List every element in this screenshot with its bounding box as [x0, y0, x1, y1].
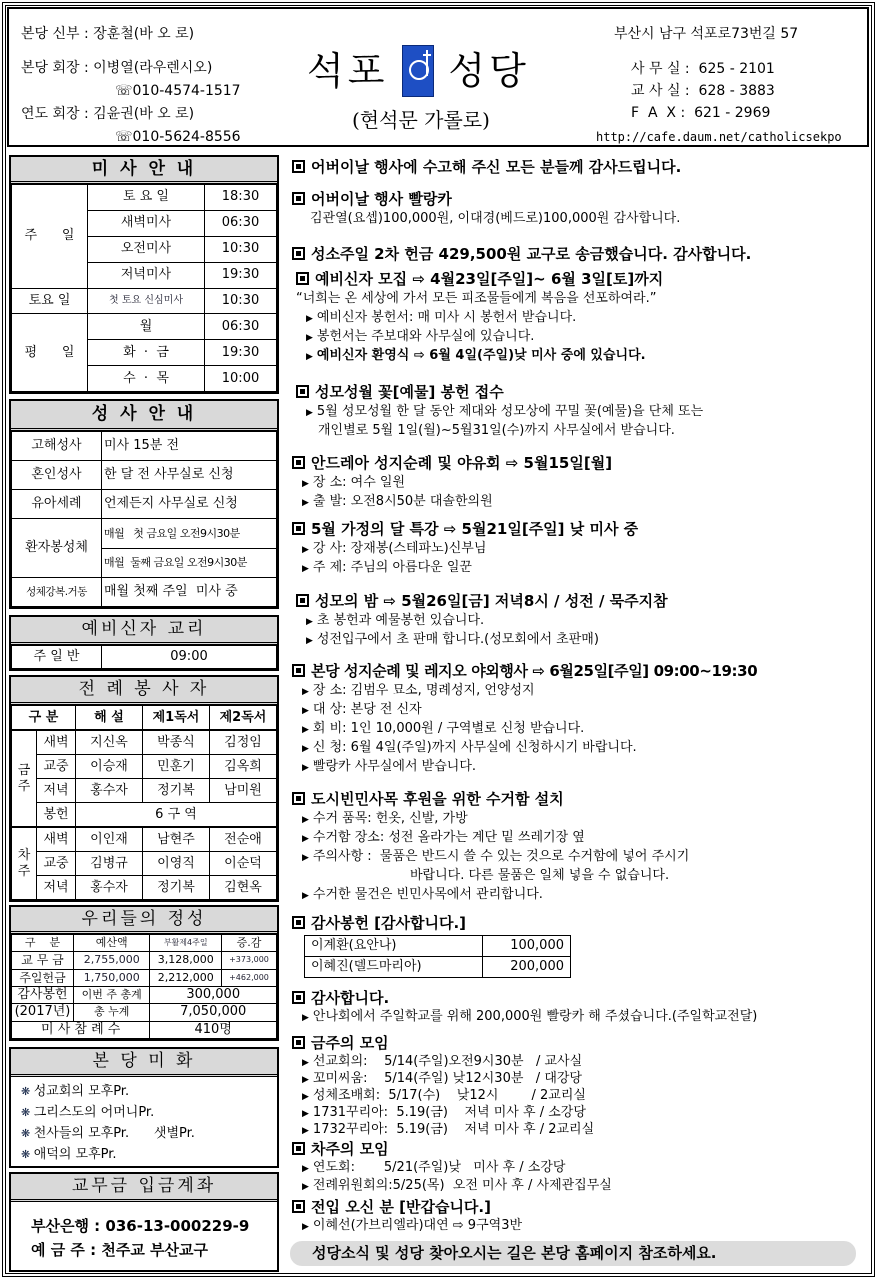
flower-group: 천사들의 모후Pr. 샛별Pr.: [33, 1126, 195, 1141]
news-title: 예비신자 모집 ⇨ 4월23일[주일]~ 6월 3일[토]까지: [315, 270, 664, 288]
mass-schedule: [9, 155, 279, 394]
server: 김옥희: [210, 755, 277, 779]
news-item: [292, 158, 681, 177]
checkbox-square-icon: [292, 792, 305, 805]
checkbox-square-icon: [292, 916, 305, 929]
news-line-text: 전례위원회의:5/25(목) 오전 미사 후 / 사제관집무실: [312, 1178, 612, 1193]
bullet-triangle-icon: ▶: [302, 815, 309, 825]
flower-item: [21, 1144, 277, 1165]
church-name: 석포: [307, 49, 389, 93]
mass-name: 새벽미사: [88, 210, 205, 236]
news-line: [296, 630, 668, 649]
news-line: [292, 681, 757, 700]
bullet-triangle-icon: ▶: [302, 725, 309, 735]
news-item: [292, 790, 689, 904]
sacrament-detail: 매월 첫 금요일 오전9시30분: [102, 519, 277, 548]
catechism-class: 주 일 반: [12, 646, 102, 669]
news-title: 5월 가정의 달 특강 ⇨ 5월21일[주일] 낮 미사 중: [311, 520, 639, 538]
news-item: [292, 190, 680, 228]
mass-name: 토 요 일: [88, 185, 205, 211]
offering-type: 주일헌금: [12, 969, 74, 986]
sacrament-name: 성체강복.거동: [12, 577, 102, 606]
col-header: 예산액: [74, 935, 150, 952]
donor: 이계환(요안나): [305, 936, 483, 957]
server: 박종식: [143, 730, 210, 755]
catechism-time: 09:00: [102, 646, 277, 669]
news-line-text: 주 제: 주님의 아름다운 일꾼: [312, 560, 472, 575]
mass-name: 오전미사: [88, 236, 205, 262]
bullet-triangle-icon: ▶: [306, 617, 313, 627]
news-line-text: 성체조배회: 5/17(수) 낮12시 / 2교리실: [312, 1088, 586, 1103]
thanks-offering-table: [304, 935, 571, 978]
tithe-account: [9, 1172, 279, 1272]
news-line-text: 예비신자 환영식 ⇨ 6월 4일(주일)낮 미사 중에 있습니다.: [316, 348, 646, 363]
mass-slot: 봉헌: [37, 802, 76, 827]
checkbox-square-icon: [296, 594, 309, 607]
col-header: 증.감: [222, 935, 277, 952]
sacrament-detail: 한 달 전 사무실로 신청: [102, 461, 277, 490]
budget: 2,755,000: [74, 952, 150, 969]
news-line-text: 봉헌서는 주보대와 사무실에 있습니다.: [316, 329, 535, 344]
bullet-triangle-icon: ▶: [302, 1092, 309, 1102]
year-label: (2017년): [12, 1004, 74, 1021]
amount: 100,000: [483, 936, 571, 957]
news-title: 성모성월 꽃[예물] 봉헌 접수: [315, 383, 504, 401]
liturgy-title: 전 례 봉 사 자: [11, 677, 277, 705]
office-phone: 사 무 실 : 625 - 2101: [631, 61, 775, 77]
server: 지신옥: [76, 730, 143, 755]
sacrament-detail: 언제든지 사무실로 신청: [102, 490, 277, 519]
col-header: 구 분: [12, 706, 76, 731]
checkbox-square-icon: [292, 192, 305, 205]
news-line: [292, 1053, 594, 1070]
news-line: 바랍니다. 다른 물품은 일체 넣을 수 없습니다.: [410, 868, 670, 883]
mass-time: 19:30: [205, 340, 277, 366]
news-line: [296, 327, 663, 346]
checkbox-square-icon: [292, 1036, 305, 1049]
mass-time: 19:30: [205, 262, 277, 288]
mass-time: 10:00: [205, 366, 277, 392]
bullet-triangle-icon: ▶: [306, 333, 313, 343]
sacrament-name: 환자봉성체: [12, 519, 102, 577]
news-line-text: 안나회에서 주일학교를 위해 200,000원 빨랑카 해 주셨습니다.(주일학교전달): [312, 1009, 758, 1024]
mass-time: 10:30: [205, 288, 277, 314]
flower-group: 그리스도의 어머니Pr.: [33, 1105, 155, 1120]
address: 부산시 남구 석포로73번길 57: [614, 26, 799, 42]
church-patron: (현석문 가롤로): [352, 108, 490, 132]
bullet-triangle-icon: ▶: [306, 408, 313, 418]
sacrament-name: 혼인성사: [12, 461, 102, 490]
cumulative-label: 총 누계: [74, 1004, 150, 1021]
news-item: [292, 520, 638, 577]
news-line: [292, 719, 757, 738]
attendance-label: 미 사 참 례 수: [12, 1021, 150, 1038]
news-title: 감사봉헌 [감사합니다.]: [311, 914, 467, 932]
bullet-triangle-icon: ▶: [302, 1075, 309, 1085]
news-title: 성소주일 2차 헌금 429,500원 교구로 송금했습니다. 감사합니다.: [311, 245, 752, 263]
server: 홍수자: [76, 876, 143, 900]
news-line: [292, 1177, 612, 1195]
week-total-label: 이번 주 총계: [74, 986, 150, 1003]
news-item: [296, 270, 663, 365]
news-line-text: 선교회의: 5/14(주일)오전9시30분 / 교사실: [312, 1054, 583, 1069]
server: 남현주: [143, 827, 210, 852]
mass-slot: 새벽: [37, 730, 76, 755]
bulletin-header: [7, 7, 869, 147]
president: 본당 회장 : 이병열(라우렌시오): [21, 60, 213, 76]
bullet-triangle-icon: ▶: [306, 636, 313, 646]
news-line: [292, 738, 757, 757]
news-line: [292, 1008, 757, 1025]
news-line: [292, 473, 612, 492]
news-line: [292, 1217, 522, 1235]
checkbox-square-icon: [292, 456, 305, 469]
budget: 1,750,000: [74, 969, 150, 986]
news-item: [292, 1034, 594, 1138]
bullet-triangle-icon: ▶: [302, 744, 309, 754]
news-item: [296, 383, 703, 440]
news-line-text: 수거 품목: 헌옷, 신발, 가방: [312, 811, 468, 826]
bullet-triangle-icon: ▶: [302, 687, 309, 697]
saturday-label: 토요 일: [12, 288, 88, 314]
server: 이순덕: [210, 852, 277, 876]
news-item: [292, 454, 612, 511]
news-line: [292, 757, 757, 776]
sacrament-detail: 매월 첫째 주일 미사 중: [102, 577, 277, 606]
bullet-triangle-icon: ▶: [302, 1182, 309, 1192]
yeondo-phone: ☏010-5624-8556: [115, 129, 241, 145]
asterisk-icon: ❋: [21, 1127, 34, 1140]
server: 정기복: [143, 876, 210, 900]
news-line-text: 1732꾸리아: 5.19(금) 저녁 미사 후 / 2교리실: [312, 1122, 595, 1137]
news-line: [296, 308, 663, 327]
news-line-text: 성전입구에서 초 판매 합니다.(성모회에서 초판매): [316, 632, 599, 647]
catechism-info: [9, 615, 279, 671]
news-line: [296, 346, 663, 365]
news-item: [292, 914, 571, 978]
mass-slot: 교중: [37, 852, 76, 876]
news-line: [292, 809, 689, 828]
flower-item: [21, 1081, 277, 1102]
news-line-text: 수거한 물건은 빈민사목에서 관리합니다.: [312, 887, 543, 902]
account-title: 교무금 입금계좌: [11, 1174, 277, 1202]
news-line: [292, 847, 689, 866]
news-item: [292, 662, 757, 776]
bullet-triangle-icon: ▶: [302, 1013, 309, 1023]
news-line: [292, 700, 757, 719]
news-line-text: 장 소: 여수 일원: [312, 475, 406, 490]
homepage-notice: 성당소식 및 성당 찾아오시는 길은 본당 홈페이지 참조하세요.: [290, 1241, 856, 1266]
news-line: 개인별로 5월 1일(월)~5월31일(수)까지 사무실에서 받습니다.: [318, 423, 675, 438]
news-line: [292, 492, 612, 511]
news-line-text: 5월 성모성월 한 달 동안 제대와 성모상에 꾸밀 꽃(예물)을 단체 또는: [316, 404, 704, 419]
col-header: 해 설: [76, 706, 143, 731]
news-title: 차주의 모임: [311, 1140, 389, 1158]
server: 정기복: [143, 779, 210, 803]
offering-report: [9, 905, 279, 1041]
mass-slot: 저녁: [37, 876, 76, 900]
difference: +373,000: [222, 952, 277, 969]
flower-item: [21, 1102, 277, 1123]
account-holder: 예 금 주 : 천주교 부산교구: [31, 1241, 209, 1259]
news-line: [292, 885, 689, 904]
news-title: 본당 성지순례 및 레지오 야외행사 ⇨ 6월25일[주일] 09:00~19:30: [311, 662, 758, 680]
donor: 이혜진(델드마리아): [305, 957, 483, 978]
news-line: [292, 1087, 594, 1104]
fax: F A X : 621 - 2969: [631, 105, 771, 121]
mass-name: 첫 토요 신심미사: [88, 288, 205, 314]
attendance-count: 410명: [150, 1021, 277, 1038]
pastor: 본당 신부 : 장훈철(바 오 로): [21, 26, 195, 42]
offering-title: 우리들의 정성: [11, 907, 277, 934]
offering-type: 교 무 금: [12, 952, 74, 969]
checkbox-square-icon: [292, 1142, 305, 1155]
server: 이인재: [76, 827, 143, 852]
news-line-text: 신 청: 6월 4일(주일)까지 사무실에 신청하시기 바랍니다.: [312, 740, 637, 755]
server: 민훈기: [143, 755, 210, 779]
sacrament-title: 성 사 안 내: [11, 401, 277, 431]
server: 이승재: [76, 755, 143, 779]
news-title: 금주의 모임: [311, 1034, 389, 1052]
server: 김정임: [210, 730, 277, 755]
news-line: [296, 402, 703, 421]
mass-slot: 새벽: [37, 827, 76, 852]
news-title: 어버이날 행사 빨랑카: [311, 190, 452, 208]
mass-name: 화 · 금: [88, 340, 205, 366]
news-line-text: 이혜선(가브리엘라)대연 ⇨ 9구역3반: [312, 1218, 523, 1233]
church-logo-icon: [402, 45, 434, 97]
checkbox-square-icon: [292, 664, 305, 677]
difference: +462,000: [222, 969, 277, 986]
checkbox-square-icon: [296, 385, 309, 398]
server: 남미원: [210, 779, 277, 803]
news-line-text: 초 봉헌과 예물봉헌 있습니다.: [316, 613, 485, 628]
bullet-triangle-icon: ▶: [302, 564, 309, 574]
next-week-label: 차 주: [12, 827, 37, 899]
church-name: 성당: [448, 49, 530, 93]
mass-name: 월: [88, 314, 205, 340]
weekday-label: 평 일: [12, 314, 88, 392]
actual: 3,128,000: [150, 952, 222, 969]
flower-duty: [9, 1047, 279, 1168]
bullet-triangle-icon: ▶: [302, 1109, 309, 1119]
news-item: [292, 1140, 612, 1195]
news-item: [292, 1198, 522, 1235]
mass-name: 저녁미사: [88, 262, 205, 288]
checkbox-square-icon: [292, 991, 305, 1004]
news-line-text: 빨랑카 사무실에서 받습니다.: [312, 759, 477, 774]
bullet-triangle-icon: ▶: [302, 1058, 309, 1068]
week-total: 300,000: [150, 986, 277, 1003]
asterisk-icon: ❋: [21, 1106, 34, 1119]
news-line-text: 회 비: 1인 10,000원 / 구역별로 신청 받습니다.: [312, 721, 585, 736]
col-header: 구 분: [12, 935, 74, 952]
thanks-offering-label: 감사봉헌: [12, 986, 74, 1003]
checkbox-square-icon: [292, 247, 305, 260]
church-title: [307, 43, 530, 99]
sunday-label: 주 일: [12, 185, 88, 289]
mass-title: 미 사 안 내: [11, 157, 277, 184]
bullet-triangle-icon: ▶: [302, 834, 309, 844]
checkbox-square-icon: [296, 272, 309, 285]
news-title: 도시빈민사목 후원을 위한 수거함 설치: [311, 790, 564, 808]
sacrament-info: [9, 399, 279, 609]
bullet-triangle-icon: ▶: [302, 853, 309, 863]
cafe-url[interactable]: http://cafe.daum.net/catholicsekpo: [596, 130, 842, 144]
news-line-text: 강 사: 장재봉(스테파노)신부님: [312, 541, 487, 556]
news-line-text: 수거함 장소: 성전 올라가는 계단 밑 쓰레기장 옆: [312, 830, 585, 845]
asterisk-icon: ❋: [21, 1148, 34, 1161]
col-header: 제2독서: [210, 706, 277, 731]
bank-account: 부산은행 : 036-13-000229-9: [31, 1217, 250, 1235]
news-title: 전입 오신 분 [반갑습니다.]: [311, 1198, 491, 1216]
checkbox-square-icon: [292, 522, 305, 535]
mass-time: 18:30: [205, 185, 277, 211]
news-item: [292, 245, 751, 264]
bullet-triangle-icon: ▶: [306, 352, 313, 362]
news-line: [292, 828, 689, 847]
server: 김병규: [76, 852, 143, 876]
checkbox-square-icon: [292, 160, 305, 173]
news-line: [292, 558, 638, 577]
flower-group: 애덕의 모후Pr.: [33, 1147, 117, 1162]
bullet-triangle-icon: ▶: [302, 1126, 309, 1136]
news-item: [292, 989, 757, 1025]
col-header: 부활제4주일: [150, 935, 222, 952]
cumulative-total: 7,050,000: [150, 1004, 277, 1021]
news-line: [292, 1104, 594, 1121]
bullet-triangle-icon: ▶: [302, 545, 309, 555]
flowers-title: 본 당 미 화: [11, 1049, 277, 1077]
yeondo-president: 연도 회장 : 김윤권(바 오 로): [21, 106, 195, 122]
news-line-text: 대 상: 본당 전 신자: [312, 702, 422, 717]
bullet-triangle-icon: ▶: [302, 763, 309, 773]
bullet-triangle-icon: ▶: [302, 706, 309, 716]
news-title: 성모의 밤 ⇨ 5월26일[금] 저녁8시 / 성전 / 묵주지참: [315, 592, 668, 610]
mass-name: 수 · 목: [88, 366, 205, 392]
bullet-triangle-icon: ▶: [302, 891, 309, 901]
sacrament-name: 유아세례: [12, 490, 102, 519]
bullet-triangle-icon: ▶: [302, 1222, 309, 1232]
mass-slot: 저녁: [37, 779, 76, 803]
news-line-text: 1731꾸리아: 5.19(금) 저녁 미사 후 / 소강당: [312, 1105, 586, 1120]
news-line-text: 주의사항 : 물품은 반드시 쓸 수 있는 것으로 수거함에 넣어 주시기: [312, 849, 690, 864]
server: 이영직: [143, 852, 210, 876]
news-title: 감사합니다.: [311, 989, 390, 1007]
actual: 2,212,000: [150, 969, 222, 986]
news-title: 어버이날 행사에 수고해 주신 모든 분들께 감사드립니다.: [311, 158, 682, 176]
flower-group: 성교회의 모후Pr.: [33, 1084, 130, 1099]
mass-time: 10:30: [205, 236, 277, 262]
news-line: [292, 539, 638, 558]
news-line: “너희는 온 세상에 가서 모든 피조물들에게 복음을 선포하여라.”: [296, 291, 657, 306]
news-line: [292, 1159, 612, 1177]
news-line: [292, 1070, 594, 1087]
news-line-text: 꼬미씨움: 5/14(주일) 낮12시30분 / 대강당: [312, 1071, 582, 1086]
sacrament-detail: 미사 15분 전: [102, 432, 277, 461]
flower-item: [21, 1123, 277, 1144]
asterisk-icon: ❋: [21, 1085, 34, 1098]
news-line: [292, 1121, 594, 1138]
checkbox-square-icon: [292, 1200, 305, 1213]
news-line: [296, 611, 668, 630]
catechism-title: 예비신자 교리: [11, 617, 277, 645]
news-line-text: 장 소: 김범우 묘소, 명례성지, 언양성지: [312, 683, 535, 698]
bullet-triangle-icon: ▶: [302, 479, 309, 489]
mass-time: 06:30: [205, 314, 277, 340]
bullet-triangle-icon: ▶: [302, 498, 309, 508]
col-header: 제1독서: [143, 706, 210, 731]
mass-time: 06:30: [205, 210, 277, 236]
bullet-triangle-icon: ▶: [302, 1164, 309, 1174]
amount: 200,000: [483, 957, 571, 978]
this-week-label: 금 주: [12, 730, 37, 827]
sacrament-name: 고해성사: [12, 432, 102, 461]
bullet-triangle-icon: ▶: [306, 314, 313, 324]
liturgy-servers: [9, 675, 279, 902]
news-line: 김관열(요셉)100,000원, 이대경(베드로)100,000원 감사합니다.: [310, 211, 681, 226]
server: 홍수자: [76, 779, 143, 803]
mass-slot: 교중: [37, 755, 76, 779]
news-item: [296, 592, 668, 649]
news-line-text: 출 발: 오전8시50분 대솔한의원: [312, 494, 493, 509]
offering-group: 6 구 역: [76, 802, 277, 827]
news-line-text: 예비신자 봉헌서: 매 미사 시 봉헌서 받습니다.: [316, 310, 577, 325]
teacher-phone: 교 사 실 : 628 - 3883: [631, 83, 775, 99]
server: 전순애: [210, 827, 277, 852]
server: 김현옥: [210, 876, 277, 900]
president-phone: ☏010-4574-1517: [115, 83, 241, 99]
sacrament-detail: 매월 둘째 금요일 오전9시30분: [102, 548, 277, 577]
news-title: 안드레아 성지순례 및 야유회 ⇨ 5월15일[월]: [311, 454, 613, 472]
news-line-text: 연도회: 5/21(주일)낮 미사 후 / 소강당: [312, 1160, 566, 1175]
